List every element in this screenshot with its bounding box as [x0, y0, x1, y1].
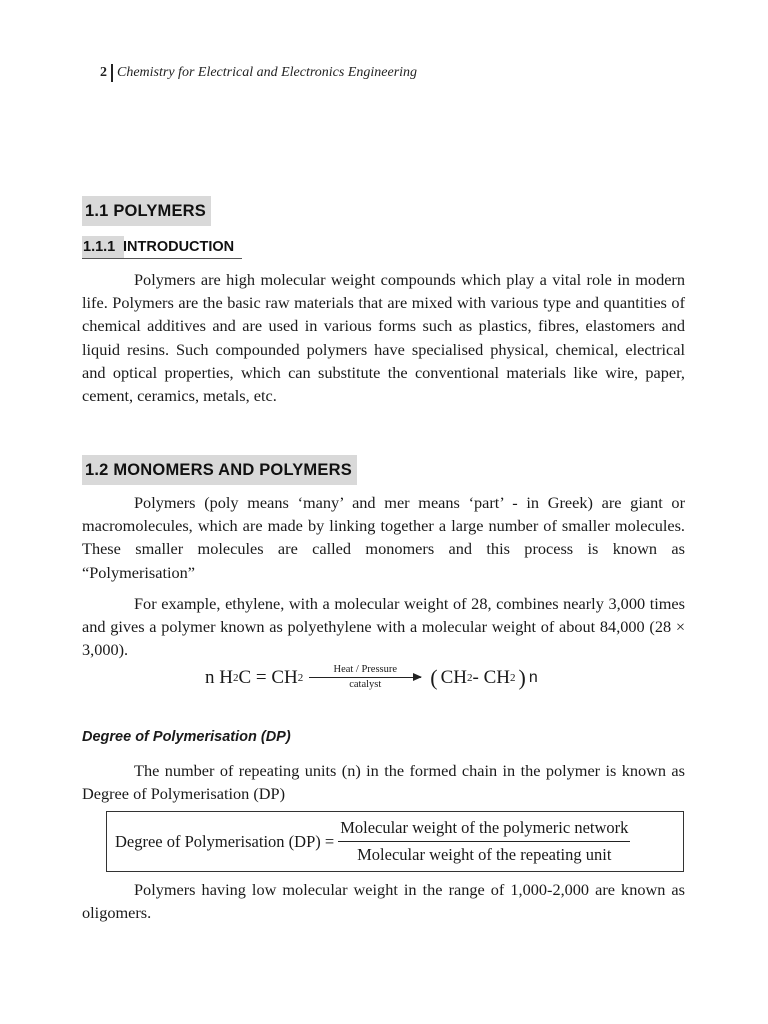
- close-parenthesis: ): [518, 664, 526, 690]
- section-heading-monomers-and-polymers: 1.2 MONOMERS AND POLYMERS: [82, 455, 357, 485]
- dp-definition-paragraph: The number of repeating units (n) in the formed chain in the polymer is known as Degree of Polymerisation (DP): [82, 761, 685, 804]
- subsection-title: INTRODUCTION: [123, 239, 235, 255]
- arrow-condition-top: Heat / Pressure: [333, 664, 398, 675]
- reactant-coefficient: n: [205, 666, 215, 688]
- arrow-line: [309, 677, 421, 678]
- reactant-mid: C = CH: [238, 666, 298, 688]
- dp-formula-numerator: Molecular weight of the polymeric network: [338, 818, 630, 842]
- section-heading-polymers: 1.1 POLYMERS: [82, 196, 211, 226]
- product-ch: CH: [440, 666, 468, 688]
- polymerisation-reaction: [205, 664, 538, 691]
- monomers-paragraph: Polymers (poly means ‘many’ and mer means ‘part’ - in Greek) are giant or macromolecules, which are made by linking together a large number of smaller molecules. These smaller molecules are called monomers and this process is known as “Polymerisation”: [82, 493, 685, 582]
- reactant-h-subscript: 2: [232, 671, 239, 684]
- ethylene-example-paragraph: For example, ethylene, with a molecular weight of 28, combines nearly 3,000 times and gives a polymer known as polyethylene with a molecular weight of about 84,000 (28 × 3,000).: [82, 594, 685, 660]
- oligomers-paragraph: Polymers having low molecular weight in the range of 1,000-2,000 are known as oligomers.: [82, 880, 685, 923]
- subsection-number: 1.1.1: [83, 239, 116, 255]
- subsection-heading-introduction: [82, 236, 242, 259]
- running-head-divider: [111, 64, 113, 82]
- running-head: [100, 64, 417, 82]
- product-ch-subscript-2: 2: [510, 671, 516, 684]
- arrow-condition-bottom: catalyst: [349, 679, 382, 690]
- dp-formula-lhs: Degree of Polymerisation (DP) =: [115, 831, 335, 851]
- introduction-paragraph: Polymers are high molecular weight compounds which play a vital role in modern life. Polymers are the basic raw materials that are mixed with various type and quantities of chemical additives and are used in various forms such as plastics, fibres, elastomers and liquid resins. Such compounded polymers have specialised physical, chemical, electrical and optical properties, which can substitute the conventional materials like wire, paper, cement, ceramics, metals, etc.: [82, 270, 685, 406]
- product-mid: - CH: [472, 666, 510, 688]
- reactant-ch-subscript: 2: [297, 671, 304, 684]
- product-repeat-n: n: [528, 668, 538, 686]
- reaction-arrow: [309, 664, 421, 691]
- reactant-h: H: [219, 666, 233, 688]
- book-title: Chemistry for Electrical and Electronics Engineering: [117, 65, 418, 80]
- dp-formula-fraction: [338, 818, 630, 865]
- dp-formula-box: [106, 811, 684, 872]
- open-parenthesis: (: [430, 664, 438, 690]
- page-number: 2: [100, 65, 107, 80]
- dp-formula-denominator: Molecular weight of the repeating unit: [357, 845, 612, 864]
- dp-subheading: Degree of Polymerisation (DP): [82, 729, 291, 745]
- product-ch-subscript-1: 2: [467, 671, 473, 684]
